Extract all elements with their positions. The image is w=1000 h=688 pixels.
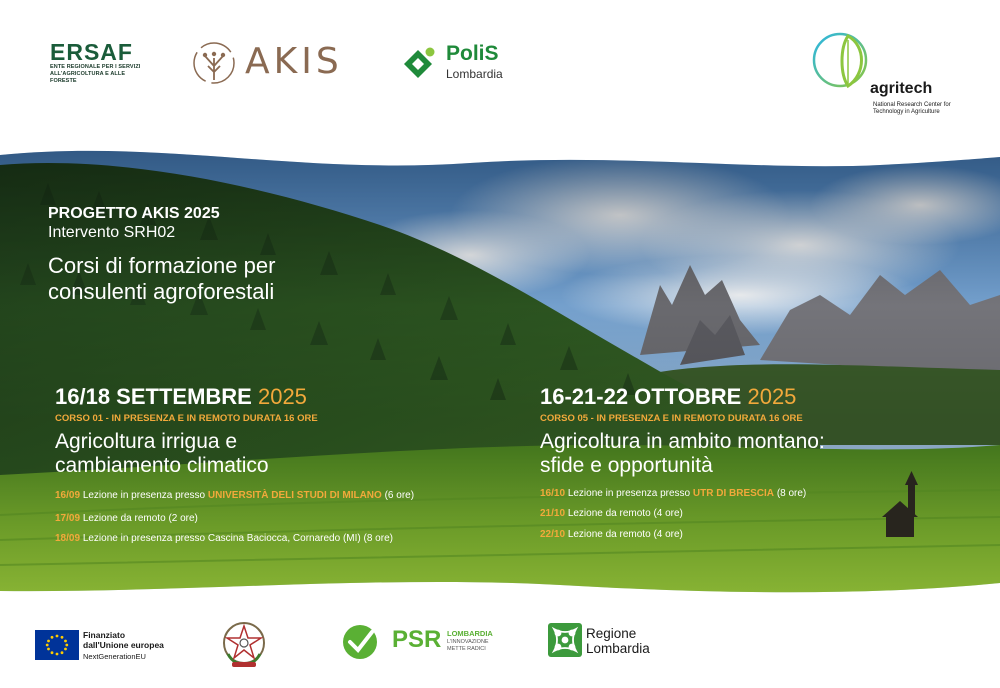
polis-logo-name: PoliS bbox=[446, 42, 499, 65]
course-1-title-line-1: Agricoltura irrigua e bbox=[55, 430, 238, 453]
lesson-hours: (4 ore) bbox=[653, 508, 683, 519]
psr-logo-tagline bbox=[447, 639, 507, 653]
eu-funding-line-3: NextGenerationEU bbox=[83, 652, 146, 661]
course-2-dates bbox=[540, 384, 796, 410]
regione-rosa-camuna-icon bbox=[548, 623, 582, 657]
agritech-logo-subtitle bbox=[873, 102, 973, 116]
psr-check-icon bbox=[340, 622, 384, 662]
ersaf-logo-subtitle-2: ALL'AGRICOLTURA E ALLE FORESTE bbox=[50, 71, 126, 84]
agritech-logo-name: agritech bbox=[870, 80, 933, 97]
lesson-date: 22/10 bbox=[540, 529, 566, 540]
course-1-year: 2025 bbox=[257, 384, 307, 409]
psr-logo-name: PSR bbox=[392, 626, 442, 653]
polis-logo bbox=[400, 42, 520, 86]
lesson-text: Lezione in presenza presso Cascina Baciocca, Cornaredo (MI) bbox=[82, 533, 361, 544]
project-intervention: Intervento SRH02 bbox=[48, 224, 176, 241]
agritech-logo-subtitle-1: National Research Center for bbox=[873, 102, 951, 108]
regione-lombardia-logo bbox=[548, 623, 678, 663]
course-1-lesson-3 bbox=[55, 532, 393, 545]
akis-tree-icon bbox=[190, 40, 238, 86]
lesson-text: Lezione in presenza presso bbox=[567, 488, 691, 499]
eu-funding-line-2: dall'Unione europea bbox=[83, 640, 164, 650]
akis-logo bbox=[190, 40, 355, 86]
course-1-dates-text: 16/18 SETTEMBRE bbox=[55, 384, 252, 409]
lesson-hours: (2 ore) bbox=[168, 513, 198, 524]
repubblica-italiana-emblem-icon bbox=[218, 618, 270, 670]
course-2-title-line-2: sfide e opportunità bbox=[540, 454, 713, 477]
course-1-lesson-1 bbox=[55, 489, 414, 502]
course-2-lesson-3 bbox=[540, 528, 683, 541]
project-description bbox=[48, 253, 448, 305]
lesson-date: 16/09 bbox=[55, 490, 81, 501]
psr-logo-tagline-1: L'INNOVAZIONE bbox=[447, 639, 489, 645]
course-1-dates bbox=[55, 384, 307, 410]
agritech-logo bbox=[810, 30, 970, 125]
course-2-label: CORSO 05 - IN PRESENZA E IN REMOTO DURATA 16 ORE bbox=[540, 413, 803, 424]
lesson-hours: (8 ore) bbox=[363, 533, 393, 544]
lesson-hours: (8 ore) bbox=[776, 488, 807, 499]
lesson-text: Lezione da remoto bbox=[567, 529, 651, 540]
eu-funding-logo bbox=[35, 630, 210, 662]
akis-logo-name: AKIS bbox=[245, 41, 343, 82]
lesson-place: UTR DI BRESCIA bbox=[692, 488, 775, 499]
course-1-lesson-2 bbox=[55, 512, 198, 525]
course-2-lesson-2 bbox=[540, 507, 683, 520]
lesson-text: Lezione da remoto bbox=[82, 513, 166, 524]
course-2-year: 2025 bbox=[747, 384, 797, 409]
eu-funding-line-1: Finanziato bbox=[83, 630, 126, 640]
lesson-date: 16/10 bbox=[540, 488, 566, 499]
ersaf-logo bbox=[50, 40, 150, 85]
course-2-dates-text: 16-21-22 OTTOBRE bbox=[540, 384, 742, 409]
regione-logo-line-2: Lombardia bbox=[586, 641, 650, 656]
psr-logo-tagline-2: METTE RADICI bbox=[447, 646, 486, 652]
lesson-hours: (6 ore) bbox=[384, 490, 415, 501]
polis-logo-subtitle: Lombardia bbox=[446, 67, 503, 81]
polis-diamond-icon bbox=[400, 46, 440, 82]
ersaf-logo-subtitle-1: ENTE REGIONALE PER I SERVIZI bbox=[50, 64, 141, 70]
course-2-lesson-1 bbox=[540, 487, 806, 500]
project-description-line-1: Corsi di formazione per bbox=[48, 253, 276, 278]
lesson-date: 21/10 bbox=[540, 508, 566, 519]
lesson-text: Lezione in presenza presso bbox=[82, 490, 206, 501]
psr-lombardia-logo bbox=[340, 622, 510, 662]
course-2-title bbox=[540, 430, 960, 478]
course-2-title-line-1: Agricoltura in ambito montano: bbox=[540, 430, 825, 453]
project-description-line-2: consulenti agroforestali bbox=[48, 279, 275, 304]
agritech-logo-subtitle-2: Technology in Agriculture bbox=[873, 109, 940, 115]
psr-logo-subtitle: LOMBARDIA bbox=[447, 629, 493, 638]
lesson-place: UNIVERSITÀ DELI STUDI DI MILANO bbox=[207, 490, 382, 501]
course-1-label: CORSO 01 - IN PRESENZA E IN REMOTO DURATA 16 ORE bbox=[55, 413, 318, 424]
course-1-title-line-2: cambiamento climatico bbox=[55, 454, 269, 477]
lesson-date: 17/09 bbox=[55, 513, 81, 524]
lesson-date: 18/09 bbox=[55, 533, 81, 544]
lesson-text: Lezione da remoto bbox=[567, 508, 651, 519]
regione-logo-line-1: Regione bbox=[586, 626, 637, 641]
lesson-hours: (4 ore) bbox=[653, 529, 683, 540]
project-title: PROGETTO AKIS 2025 bbox=[48, 205, 220, 222]
eu-flag-icon bbox=[35, 630, 79, 660]
course-1-title bbox=[55, 430, 475, 478]
ersaf-logo-name: ERSAF bbox=[50, 39, 133, 65]
